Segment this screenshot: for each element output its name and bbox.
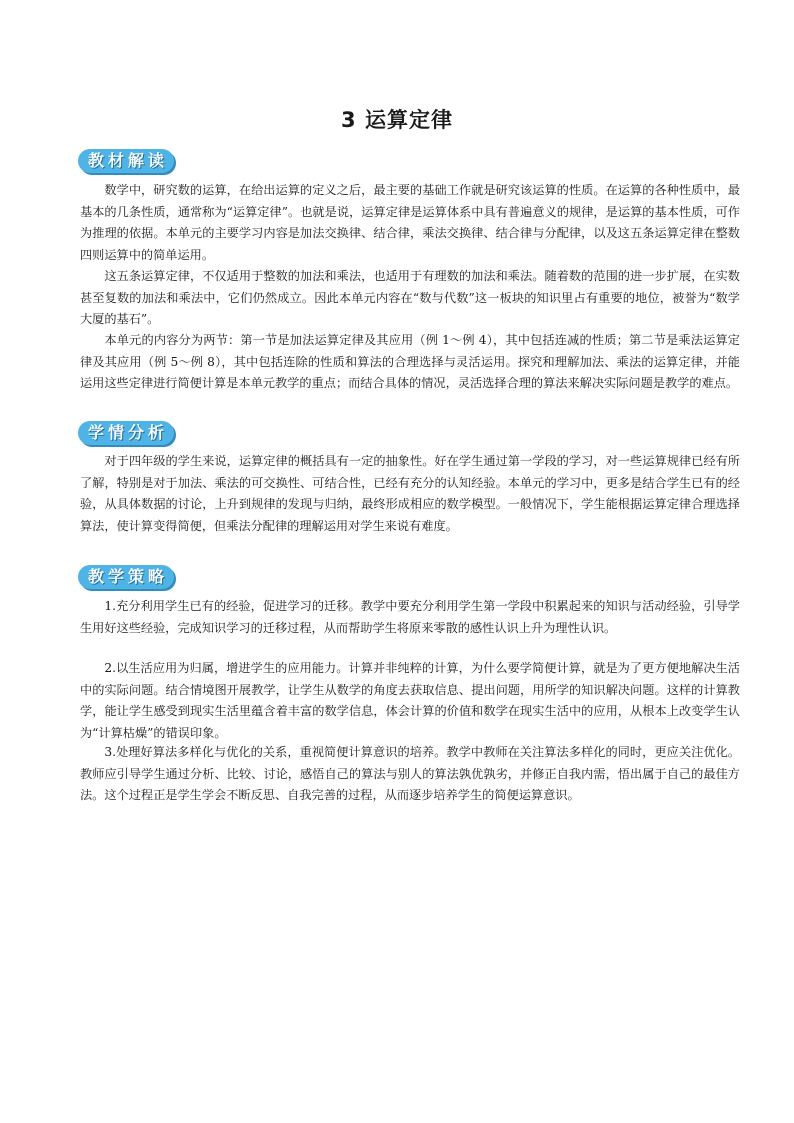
page-title: 3 运算定律 xyxy=(341,108,453,132)
badge-char: 教 xyxy=(87,567,104,586)
badge-char: 情 xyxy=(107,423,124,442)
badge-char: 材 xyxy=(107,151,124,170)
badge-char: 学 xyxy=(107,567,124,586)
badge-char: 解 xyxy=(127,151,144,170)
section-badge xyxy=(78,421,174,445)
paragraph: 3.处理好算法多样化与优化的关系，重视简便计算意识的培养。教学中教师在关注算法多样化的同时，更应关注优化。教师应引导学生通过分析、比较、讨论，感悟自己的算法与别人的算法孰优孰劣，并修正自我内需，悟出属于自己的最佳方法。这个过程正是学生学会不断反思、自我完善的过程，从而逐步培养学生的简便运算意识。 xyxy=(80,745,740,802)
paragraph: 这五条运算定律，不仅适用于整数的加法和乘法，也适用于有理数的加法和乘法。随着数的范围的进一步扩展，在实数甚至复数的加法和乘法中，它们仍然成立。因此本单元内容在“数与代数”这一板块的知识里占有重要的地位，被誉为“数学大厦的基石”。 xyxy=(80,269,740,326)
section-badge xyxy=(78,565,174,589)
section-heading-textbook-reading xyxy=(78,149,174,173)
section-badge xyxy=(78,149,174,173)
badge-char: 析 xyxy=(147,423,164,442)
paragraph: 1.充分利用学生已有的经验，促进学习的迁移。教学中要充分利用学生第一学段中积累起来的知识与活动经验，引导学生用好这些经验，完成知识学习的迁移过程，从而帮助学生将原来零散的感性认识上升为理性认识。 xyxy=(80,599,740,635)
section-heading-student-analysis xyxy=(78,421,174,445)
badge-char: 略 xyxy=(147,567,164,586)
paragraph: 对于四年级的学生来说，运算定律的概括具有一定的抽象性。好在学生通过第一学段的学习，对一些运算规律已经有所了解，特别是对于加法、乘法的可交换性、可结合性，已经有充分的认知经验。本单元的学习中，更多是结合学生已有的经验，从具体数据的讨论，上升到规律的发现与归纳，最终形成相应的数学模型。一般情况下，学生能根据运算定律合理选择算法，使计算变得简便，但乘法分配律的理解运用对学生来说有难度。 xyxy=(80,454,740,533)
badge-char: 策 xyxy=(127,567,144,586)
paragraph: 本单元的内容分为两节：第一节是加法运算定律及其应用（例 1～例 4），其中包括连减的性质；第二节是乘法运算定律及其应用（例 5～例 8），其中包括连除的性质和算法的合理选择与灵活运用。探究和理解加法、乘法的运算定律，并能运用这些定律进行简便计算是本单元教学的重点；而结合具体的情况，灵活选择合理的算法来解决实际问题是教学的难点。 xyxy=(80,333,740,390)
badge-char: 读 xyxy=(147,151,164,170)
badge-char: 分 xyxy=(127,423,144,442)
paragraph: 2.以生活应用为归属，增进学生的应用能力。计算并非纯粹的计算，为什么要学简便计算，就是为了更方便地解决生活中的实际问题。结合情境图开展教学，让学生从数学的角度去获取信息、提出问题，用所学的知识解决问题。这样的计算教学，能让学生感受到现实生活里蕴含着丰富的数学信息，体会计算的价值和数学在现实生活中的应用，从根本上改变学生认为“计算枯燥”的错误印象。 xyxy=(80,661,740,740)
section-heading-teaching-strategy xyxy=(78,565,174,589)
paragraph: 数学中，研究数的运算，在给出运算的定义之后，最主要的基础工作就是研究该运算的性质。在运算的各种性质中，最基本的几条性质，通常称为“运算定律”。也就是说，运算定律是运算体系中具有普遍意义的规律，是运算的基本性质，可作为推理的依据。本单元的主要学习内容是加法交换律、结合律，乘法交换律、结合律与分配律，以及这五条运算定律在整数四则运算中的简单运用。 xyxy=(80,183,740,262)
badge-char: 学 xyxy=(87,423,104,442)
badge-char: 教 xyxy=(87,151,104,170)
